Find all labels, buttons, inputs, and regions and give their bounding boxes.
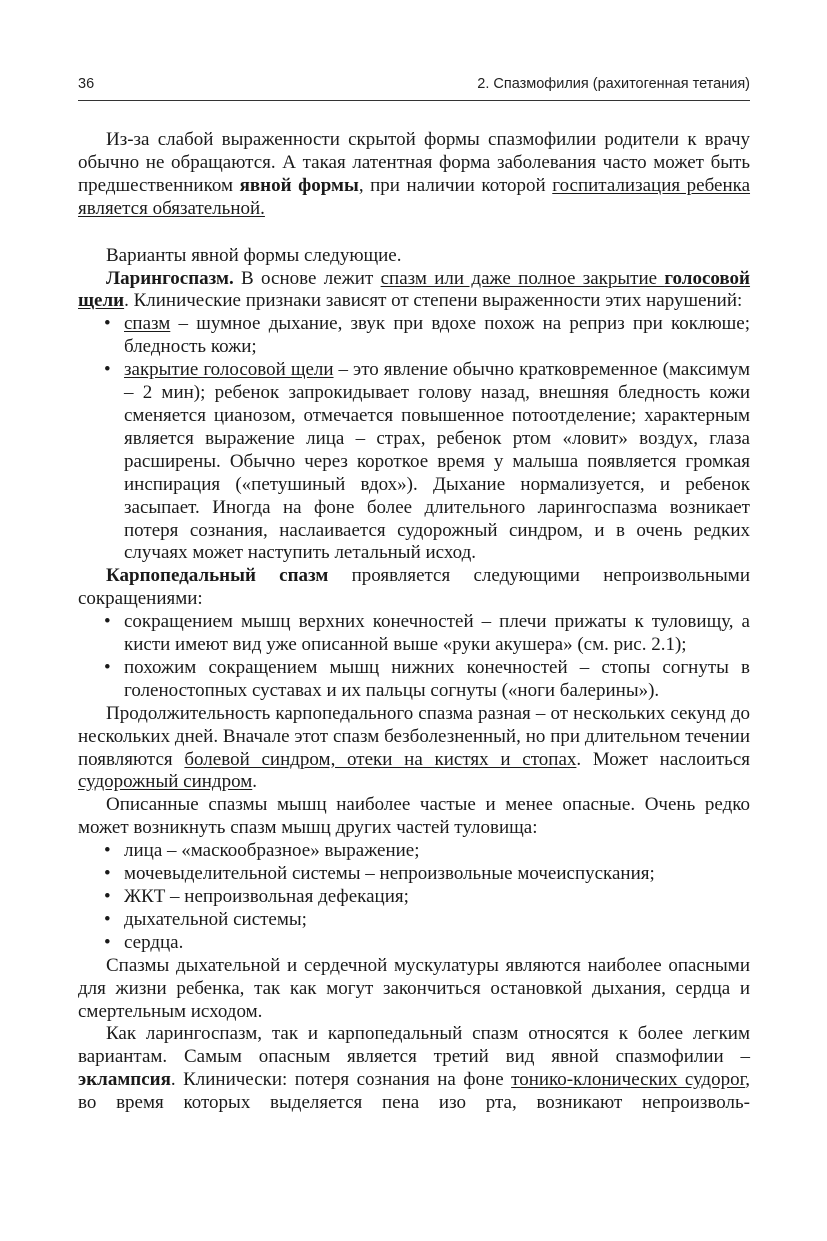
paragraph-text: Описанные спазмы мышц наиболее частые и менее опасные. Очень редко может возникнуть спазм мышц других частей туловища:: [78, 794, 750, 839]
list-item-text: сердца.: [124, 931, 184, 953]
paragraph-text: Спазмы дыхательной и сердечной мускулатуры являются наиболее опасными для жизни ребенка, так как могут закончиться остановкой дыхания, сердца и смертельным исходом.: [78, 954, 750, 1022]
paragraph-text: Как ларингоспазм, так и карпопедальный спазм относятся к более легким вариантам. Самым опасным является третий вид явной спазмофилии –: [78, 1023, 750, 1068]
bullet-icon: •: [104, 931, 111, 953]
paragraph-text: .: [252, 771, 258, 793]
paragraph-latent-form: [78, 129, 750, 221]
list-item-text: ЖКТ – непроизвольная дефекация;: [124, 886, 409, 907]
paragraph-text: Из-за слабой выраженности скрытой формы спазмофилии родители к врачу обычно не обращаются. А такая латентная форма заболевания часто может быть предшественником: [78, 129, 750, 196]
underlined-phrase: судорожный синдром: [78, 771, 253, 793]
paragraph-other-spasms: [78, 794, 750, 840]
list-item: [78, 611, 750, 657]
list-item: [78, 932, 750, 955]
list-item: [78, 840, 750, 863]
paragraph-text: Продолжительность карпопедального спазма разная – от нескольких секунд до нескольких дней. Вначале этот спазм безболезненный, но при длительном течении появляются: [78, 702, 750, 770]
paragraph-text: . Клинически: потеря сознания на фоне: [170, 1069, 512, 1091]
paragraph-variants: [78, 245, 750, 268]
paragraph-danger: [78, 955, 750, 1024]
list-item-text: – шумное дыхание, звук при вдохе похож на реприз при коклюше; бледность кожи;: [124, 313, 750, 358]
list-item: [78, 313, 750, 359]
carpopedal-list: [78, 611, 750, 703]
page-number: 36: [78, 76, 95, 92]
paragraph-duration: [78, 703, 750, 795]
bullet-icon: •: [104, 313, 111, 335]
paragraph-text: . Клинические признаки зависят от степени выраженности этих нарушений:: [124, 290, 743, 312]
list-item-text: – это явление обычно кратковременное (максимум – 2 мин); ребенок запрокидывает голову назад, внешняя бледность кожи сменяется цианозом, отмечается повышенное потоотделение; характерным является выражение лица – страх, ребенок ртом «ловит» воздух, глаза расширены. Обычно через короткое время у малыша появляется громкая инспирация («петушиный вдох»). Дыхание нормализуется, и ребенок засыпает. Иногда на фоне более длительного ларингоспазма возникает потеря сознания, наслаивается судорожный синдром, и в очень редких случаях может наступить летальный исход.: [124, 359, 750, 564]
list-item: [78, 886, 750, 909]
list-item: [78, 359, 750, 565]
underlined-phrase: госпитализация ребенка является обязательной.: [78, 174, 751, 219]
list-item-text: сокращением мышц верхних конечностей – плечи прижаты к туловищу, а кисти имеют вид уже описанной выше «руки акушера» (см. рис. 2.1);: [124, 611, 750, 656]
paragraph-text: , при наличии которой: [358, 174, 553, 196]
underlined-phrase: спазм: [124, 313, 171, 335]
running-header-title: 2. Спазмофилия (рахитогенная тетания): [477, 76, 750, 92]
page-body: [78, 129, 750, 1115]
underlined-phrase: тонико-клонических судорог: [511, 1069, 746, 1091]
bullet-icon: •: [104, 656, 111, 678]
underlined-phrase: болевой синдром, отеки на кистях и стопах: [184, 748, 577, 770]
bold-term: Ларингоспазм.: [106, 267, 234, 289]
underlined-phrase: закрытие голосовой щели: [124, 359, 334, 381]
bold-term: Карпопедальный спазм: [106, 565, 329, 587]
paragraph-text: проявляется следующими непроизвольными сокращениями:: [78, 565, 750, 610]
laryngospasm-list: [78, 313, 750, 565]
paragraph-text: , во время которых выделяется пена изо рта, возникают непроизволь-: [78, 1069, 750, 1114]
list-item-text: лица – «маскообразное» выражение;: [124, 840, 420, 862]
list-item: [78, 657, 750, 703]
underlined-phrase: спазм или даже полное закрытие: [380, 267, 665, 289]
bullet-icon: •: [104, 886, 111, 907]
list-item-text: мочевыделительной системы – непроизвольные мочеиспускания;: [124, 863, 655, 885]
paragraph-gap: [78, 221, 750, 245]
list-item-text: дыхательной системы;: [124, 908, 307, 930]
list-item: [78, 863, 750, 886]
bold-term: явной формы: [239, 174, 359, 196]
paragraph-text: Варианты явной формы следующие.: [106, 244, 402, 266]
bullet-icon: •: [104, 863, 111, 885]
list-item-text: похожим сокращением мышц нижних конечностей – стопы согнуты в голеностопных суставах и их пальцы согнуты («ноги балерины»).: [124, 656, 750, 701]
paragraph-carpopedal: [78, 565, 750, 611]
paragraph-text: . Может наслоиться: [576, 748, 751, 770]
list-item: [78, 909, 750, 932]
bullet-icon: •: [104, 840, 111, 862]
paragraph-text: В основе лежит: [233, 267, 381, 289]
header-rule: [78, 100, 750, 101]
bullet-icon: •: [104, 611, 111, 633]
other-spasms-list: [78, 840, 750, 955]
bullet-icon: •: [104, 908, 111, 930]
paragraph-laryngospasm: [78, 268, 750, 314]
bold-term: эклампсия: [78, 1069, 171, 1091]
bullet-icon: •: [104, 359, 111, 381]
bold-underlined-term: голосовой щели: [78, 267, 751, 312]
paragraph-eclampsia: [78, 1023, 750, 1115]
